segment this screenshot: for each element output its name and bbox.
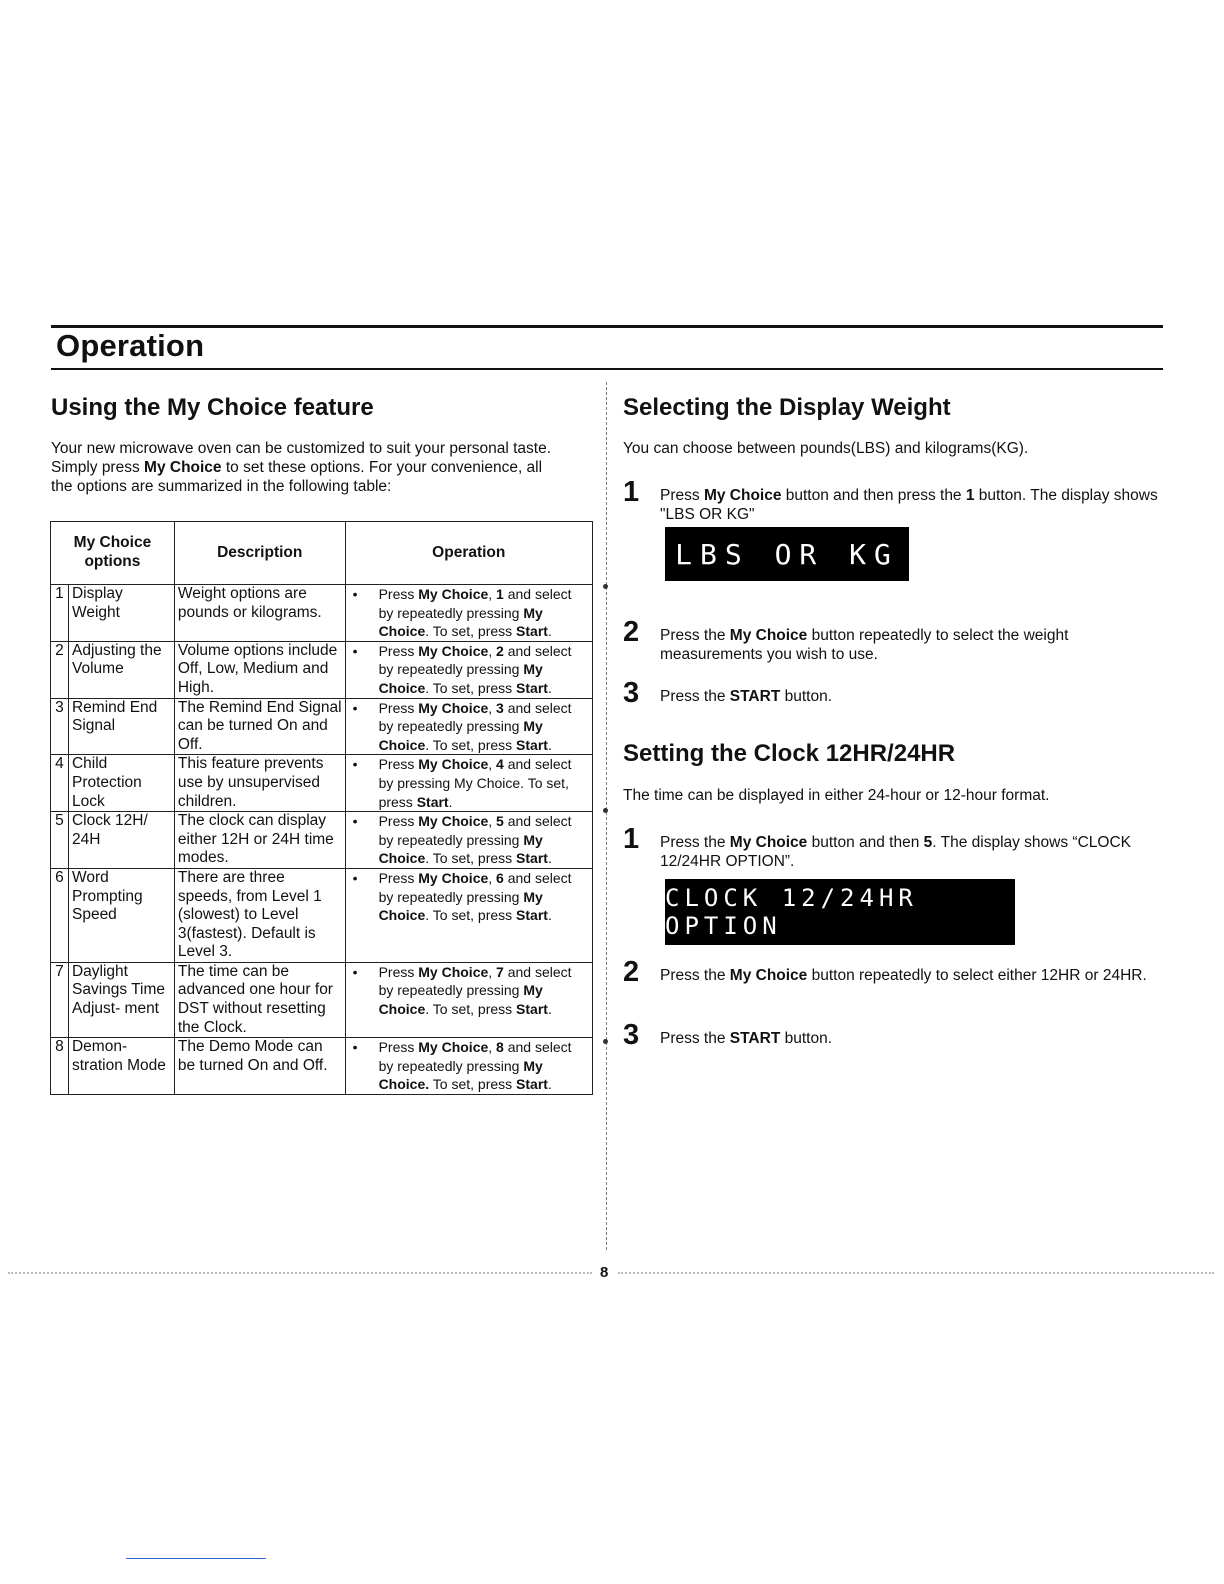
row-number: 3 <box>51 698 69 755</box>
operation-text: Press My Choice, 3 and select by repeatedly pressing My Choice. To set, press Start. <box>378 699 572 753</box>
clock-heading: Setting the Clock 12HR/24HR <box>623 740 956 767</box>
clock-step-number: 1 <box>623 823 640 855</box>
option-operation <box>345 1038 592 1095</box>
table-header-row <box>51 522 593 585</box>
option-name: Child Protection Lock <box>68 755 174 812</box>
option-name: Clock 12H/ 24H <box>68 812 174 869</box>
table-row <box>51 812 593 869</box>
option-description: The Demo Mode can be turned On and Off. <box>174 1038 345 1095</box>
table-row <box>51 698 593 755</box>
divider-dot <box>603 1039 608 1044</box>
bullet-icon: • <box>352 642 358 659</box>
option-name: Adjusting the Volume <box>68 641 174 698</box>
option-description: The clock can display either 12H or 24H time modes. <box>174 812 345 869</box>
clock-step-number: 2 <box>623 956 640 988</box>
my-choice-heading: Using the My Choice feature <box>51 394 374 421</box>
option-name: Display Weight <box>68 585 174 642</box>
page-number: 8 <box>600 1264 609 1281</box>
clock-step-1: Press the My Choice button and then 5. The display shows “CLOCK 12/24HR OPTION”. <box>660 834 1131 870</box>
divider-dot <box>603 808 608 813</box>
table-row <box>51 641 593 698</box>
table-row <box>51 1038 593 1095</box>
option-description: The Remind End Signal can be turned On and Off. <box>174 698 345 755</box>
option-description: The time can be advanced one hour for DST without resetting the Clock. <box>174 962 345 1037</box>
option-operation <box>345 868 592 962</box>
clock-intro: The time can be displayed in either 24-hour or 12-hour format. <box>623 787 1050 804</box>
option-operation <box>345 755 592 812</box>
header-rule-top <box>51 325 1163 328</box>
clock-step-2: Press the My Choice button repeatedly to select either 12HR or 24HR. <box>660 967 1147 984</box>
weight-heading: Selecting the Display Weight <box>623 394 951 421</box>
decorative-line <box>126 1558 266 1559</box>
option-operation <box>345 962 592 1037</box>
operation-text: Press My Choice, 2 and select by repeatedly pressing My Choice. To set, press Start. <box>378 642 572 696</box>
bullet-icon: • <box>352 869 358 886</box>
option-description: Weight options are pounds or kilograms. <box>174 585 345 642</box>
operation-text: Press My Choice, 8 and select by repeatedly pressing My Choice. To set, press Start. <box>378 1039 572 1093</box>
bullet-icon: • <box>352 1039 358 1056</box>
weight-step-number: 3 <box>623 677 640 709</box>
row-number: 6 <box>51 868 69 962</box>
option-description: Volume options include Off, Low, Medium and High. <box>174 641 345 698</box>
my-choice-intro: Your new microwave oven can be customized to suit your personal taste. Simply press My Choice to set these options. For your convenience, all the options are summarized in the following table: <box>51 440 551 495</box>
row-number: 2 <box>51 641 69 698</box>
weight-step-number: 2 <box>623 616 640 648</box>
my-choice-table <box>50 521 593 1095</box>
weight-step-3: Press the START button. <box>660 688 833 705</box>
row-number: 7 <box>51 962 69 1037</box>
header-operation: Operation <box>345 522 592 585</box>
clock-step-number: 3 <box>623 1019 640 1051</box>
weight-intro: You can choose between pounds(LBS) and kilograms(KG). <box>623 440 1029 457</box>
lcd-display-clock: CLOCK 12/24HR OPTION <box>665 879 1015 945</box>
bullet-icon: • <box>352 756 358 773</box>
option-operation <box>345 641 592 698</box>
clock-step-3: Press the START button. <box>660 1030 833 1047</box>
option-name: Word Prompting Speed <box>68 868 174 962</box>
footer-dotted-rule-left <box>8 1272 592 1274</box>
lcd-display-weight: LBS OR KG <box>665 527 909 581</box>
option-operation <box>345 698 592 755</box>
operation-text: Press My Choice, 5 and select by repeatedly pressing My Choice. To set, press Start. <box>378 813 572 867</box>
table-row <box>51 962 593 1037</box>
bullet-icon: • <box>352 699 358 716</box>
table-row <box>51 585 593 642</box>
row-number: 1 <box>51 585 69 642</box>
operation-text: Press My Choice, 6 and select by repeatedly pressing My Choice. To set, press Start. <box>378 869 572 924</box>
header-description: Description <box>174 522 345 585</box>
row-number: 8 <box>51 1038 69 1095</box>
bullet-icon: • <box>352 586 358 602</box>
option-name: Daylight Savings Time Adjust- ment <box>68 962 174 1037</box>
column-divider <box>606 382 607 1250</box>
bullet-icon: • <box>352 813 358 830</box>
footer-dotted-rule-right <box>618 1272 1214 1274</box>
header-rule-bottom <box>51 368 1163 370</box>
table-row <box>51 755 593 812</box>
table-row <box>51 868 593 962</box>
option-operation <box>345 812 592 869</box>
divider-dot <box>603 584 608 589</box>
bullet-icon: • <box>352 963 358 980</box>
header-options: My Choice options <box>51 522 175 585</box>
operation-text: Press My Choice, 7 and select by repeatedly pressing My Choice. To set, press Start. <box>378 963 572 1018</box>
operation-text: Press My Choice, 4 and select by pressing My Choice. To set, press Start. <box>378 756 572 810</box>
weight-step-number: 1 <box>623 476 640 508</box>
option-description: There are three speeds, from Level 1 (slowest) to Level 3(fastest). Default is Level 3. <box>174 868 345 962</box>
operation-text: Press My Choice, 1 and select by repeatedly pressing My Choice. To set, press Start. <box>378 586 572 640</box>
weight-step-1: Press My Choice button and then press the 1 button. The display shows "LBS OR KG" <box>660 487 1158 523</box>
option-operation <box>345 585 592 642</box>
row-number: 5 <box>51 812 69 869</box>
section-title: Operation <box>56 328 205 363</box>
option-name: Remind End Signal <box>68 698 174 755</box>
option-name: Demon- stration Mode <box>68 1038 174 1095</box>
weight-step-2: Press the My Choice button repeatedly to select the weight measurements you wish to use. <box>660 627 1069 663</box>
option-description: This feature prevents use by unsupervised children. <box>174 755 345 812</box>
row-number: 4 <box>51 755 69 812</box>
